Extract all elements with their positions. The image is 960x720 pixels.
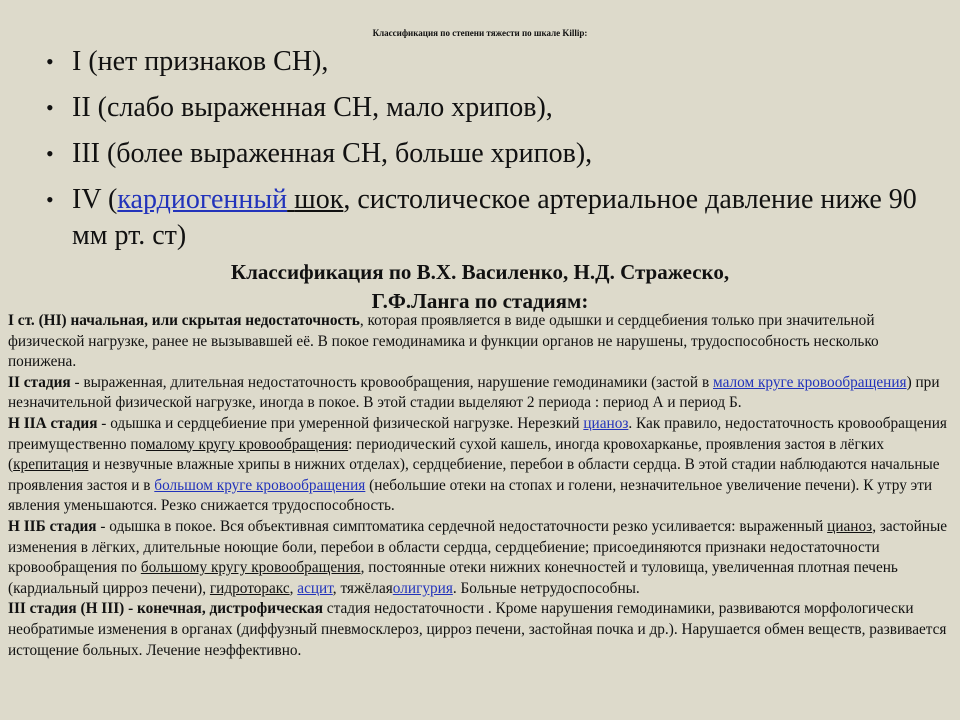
stage-2a-text: - одышка и сердцебиение при умеренной физической нагрузке. Нерезкий: [97, 414, 584, 432]
crepitation-text: крепитация: [13, 456, 89, 474]
stage-2b: [8, 517, 948, 599]
list-item: [44, 136, 924, 172]
stage-2a-text: (небольшие отеки на стопах и голени, незначительное увеличение печени). К утру эти явления уменьшаются. Резко снижается трудоспособность.: [8, 476, 933, 515]
vasilenko-title: [0, 258, 960, 316]
stage-2a-text: : периодический сухой кашель, иногда кровохарканье, проявления застоя в лёгких (: [8, 435, 885, 474]
shock-text: шок: [294, 184, 344, 215]
vasilenko-title-line2: Г.Ф.Ланга по стадиям:: [371, 289, 589, 313]
small-circle-text: малому кругу кровообращения: [145, 435, 349, 453]
stage-2a-text: . Как правило, недостаточность кровообращения преимущественно по: [8, 414, 947, 453]
small-circle-link[interactable]: малом круге кровообращения: [713, 373, 907, 391]
stage-3-text: стадия недостаточности . Кроме нарушения гемодинамики, развиваются морфологически необратимые изменения в органах (диффузный пневмосклероз, цирроз печени, застойная почка и др.). Нарушается обмен веществ, развивается истощение больных. Лечение неэффективно.: [8, 600, 947, 659]
stage-2a-title: Н IIА стадия: [8, 414, 98, 432]
stage-2-title: II стадия: [8, 373, 71, 391]
list-item: [44, 90, 924, 126]
killip-title: Классификация по степени тяжести по шкале Killip:: [372, 28, 588, 38]
bullet-icon: •: [46, 141, 54, 166]
stage-1: [8, 311, 948, 373]
bullet-icon: •: [46, 49, 54, 74]
stage-2b-text: . Больные нетрудоспособны.: [452, 579, 640, 597]
big-circle-text: большому кругу кровообращения: [140, 559, 361, 577]
cyanosis-link[interactable]: цианоз: [583, 414, 629, 432]
killip-item-2: II (слабо выраженная СН, мало хрипов),: [72, 92, 553, 123]
stage-2b-text: , застойные изменения в лёгких, длительные ноющие боли, перебои в области сердца, сердцебиение; присоединяются признаки недостаточности кровообращения по: [8, 517, 948, 577]
cardiogenic-link[interactable]: кардиогенный: [117, 184, 288, 215]
stage-3: [8, 599, 948, 661]
stage-2-text: - выраженная, длительная недостаточность кровообращения, нарушение гемодинамики (застой в: [70, 373, 713, 391]
killip-item-4-prefix: IV (: [72, 184, 118, 215]
big-circle-link[interactable]: большом круге кровообращения: [154, 476, 366, 494]
stage-2b-text: ,: [289, 579, 298, 597]
list-item: [44, 182, 924, 254]
stage-2: [8, 373, 948, 414]
stage-2b-text: , постоянные отеки нижних конечностей и туловища, увеличенная плотная печень (кардиальный цирроз печени),: [8, 559, 898, 597]
cyanosis-text: цианоз: [827, 517, 873, 535]
stage-1-text: , которая проявляется в виде одышки и сердцебиения только при значительной физической нагрузке, ранее не вызывавшей её. В покое гемодинамика и функции органов не нарушены, трудоспособность несколько понижена.: [8, 312, 879, 371]
ascites-link[interactable]: асцит: [297, 579, 333, 597]
stage-2b-title: Н IIБ стадия: [8, 517, 97, 535]
killip-item-3: III (более выраженная СН, больше хрипов),: [72, 138, 593, 169]
stage-2a-text: и незвучные влажные хрипы в нижних отделах), сердцебиение, перебои в области сердца. В этой стадии наблюдаются начальные проявления застоя и в: [8, 456, 940, 494]
vasilenko-title-line1: Классификация по В.Х. Василенко, Н.Д. Стражеско,: [230, 260, 730, 284]
bullet-icon: •: [46, 187, 54, 212]
bullet-icon: •: [46, 95, 54, 120]
killip-list: [44, 44, 924, 264]
killip-item-1: I (нет признаков СН),: [72, 46, 329, 77]
stage-2-text-cont: ) при незначительной физической нагрузке, иногда в покое. В этой стадии выделяют 2 периода : период А и период Б.: [8, 373, 940, 412]
oliguria-link[interactable]: олигурия: [392, 579, 453, 597]
stage-2b-text: , тяжёлая: [332, 579, 393, 597]
stage-2a: [8, 414, 948, 517]
stage-1-title: I ст. (НI) начальная, или скрытая недостаточность: [8, 312, 360, 329]
hydrothorax-text: гидроторакс: [209, 579, 290, 597]
stage-2b-text: - одышка в покое. Вся объективная симптоматика сердечной недостаточности резко усиливается: выраженный: [96, 517, 828, 535]
stage-3-title: III стадия (Н III) - конечная, дистрофическая: [8, 600, 323, 618]
list-item: [44, 44, 924, 80]
stages-text: [8, 311, 948, 661]
killip-item-4-rest: , систолическое артериальное давление ниже 90 мм рт. ст): [72, 184, 917, 251]
